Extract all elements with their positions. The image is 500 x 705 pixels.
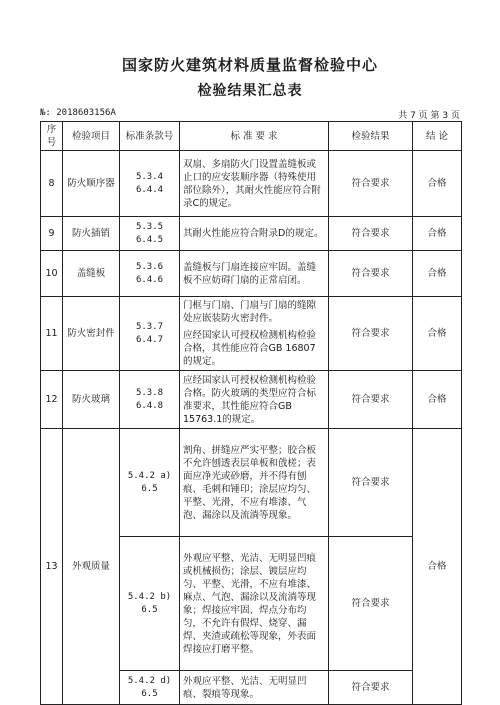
table-row (41, 151, 462, 217)
row-number: 11 (41, 297, 63, 371)
clause-line: 6.4.7 (135, 334, 164, 345)
test-result: 符合要求 (329, 151, 413, 217)
column-header-item: 检验项目 (63, 122, 120, 151)
standard-clause (120, 671, 180, 705)
row-number: 13 (41, 429, 63, 705)
verdict: 合格 (413, 297, 462, 371)
requirement-text: 外观应平整、光洁、无明显凹痕或机械损伤；涂层、镀层应均匀、平整、光滑，不应有堆漆、麻点、气泡、漏涂以及流淌等现象；焊接应牢固、焊点分布均匀，不允许有假焊、烧穿、漏焊、夹渣或疏松等现象，外表面焊接应打磨平整。 (180, 537, 329, 671)
column-header-result: 检验结果 (329, 122, 413, 151)
test-item: 防火顺序器 (63, 151, 120, 217)
clause-line: 5.3.8 (135, 387, 164, 398)
test-result: 符合要求 (329, 429, 413, 537)
standard-clause (120, 537, 180, 671)
requirement-text: 应经国家认可授权检测机构检验合格。防火玻璃的类型应符合标准要求，其性能应符合GB 15763.1的规定。 (180, 371, 329, 429)
standard-clause (120, 151, 180, 217)
page-indicator: 共 7 页 第 3 页 (398, 111, 460, 121)
table-row (41, 371, 462, 429)
clause-line: 6.4.4 (135, 184, 164, 195)
requirement-part: 应经国家认可授权检测机构检验合格，其性能应符合GB 16807的规定。 (183, 330, 317, 367)
test-result: 符合要求 (329, 217, 413, 251)
requirement-text: 双扇、多扇防火门设置盖缝板或止口的应安装顺序器（特殊使用部位除外），其耐火性能应符合附录C的规定。 (180, 151, 329, 217)
test-item: 外观质量 (63, 429, 120, 705)
column-header-no: 序号 (41, 122, 63, 151)
test-result: 符合要求 (329, 251, 413, 297)
test-item: 防火插销 (63, 217, 120, 251)
test-item: 防火密封件 (63, 297, 120, 371)
clause-line: 6.5 (141, 483, 158, 494)
test-item: 盖缝板 (63, 251, 120, 297)
table-row (41, 217, 462, 251)
clause-line: 6.5 (141, 604, 158, 615)
table-row (41, 429, 462, 537)
clause-line: 6.4.8 (135, 400, 164, 411)
clause-line: 6.5 (141, 688, 158, 699)
standard-clause (120, 217, 180, 251)
test-result: 符合要求 (329, 537, 413, 671)
column-header-verdict: 结 论 (413, 122, 462, 151)
report-number: №: 2018603156A (40, 108, 116, 118)
document-subtitle: 检验结果汇总表 (197, 83, 303, 99)
clause-line: 5.3.4 (135, 171, 164, 182)
table-header-row (41, 122, 462, 151)
requirement-part: 门框与门扇、门扇与门扇的缝隙处应嵌装防火密封件。 (183, 300, 317, 324)
verdict: 合格 (413, 217, 462, 251)
test-result: 符合要求 (329, 297, 413, 371)
row-number: 10 (41, 251, 63, 297)
test-item: 防火玻璃 (63, 371, 120, 429)
standard-clause (120, 251, 180, 297)
results-table (40, 121, 462, 705)
test-result: 符合要求 (329, 371, 413, 429)
row-number: 8 (41, 151, 63, 217)
clause-line: 5.3.5 (135, 221, 164, 232)
table-row (41, 251, 462, 297)
standard-clause (120, 429, 180, 537)
requirement-text (180, 297, 329, 371)
requirement-text: 其耐火性能应符合附录D的规定。 (180, 217, 329, 251)
row-number: 9 (41, 217, 63, 251)
requirement-text: 割角、拼缝应严实平整；胶合板不允许刨透表层单板和戗槎；表面应净光或砂磨，并不得有刨痕、毛刺和锤印；涂层应均匀、平整、光滑，不应有堆漆、气泡、漏涂以及流淌等现象。 (180, 429, 329, 537)
document-title: 国家防火建筑材料质量监督检验中心 (121, 56, 378, 74)
clause-line: 5.3.7 (135, 321, 164, 332)
table-row (41, 297, 462, 371)
column-header-clause: 标准条款号 (120, 122, 180, 151)
clause-line: 5.4.2 b) (127, 591, 172, 602)
verdict: 合格 (413, 371, 462, 429)
requirement-text: 外观应平整、光洁、无明显凹痕、裂痕等现象。 (180, 671, 329, 705)
row-number: 12 (41, 371, 63, 429)
clause-line: 5.4.2 a) (127, 470, 172, 481)
clause-line: 6.4.5 (135, 234, 164, 245)
standard-clause (120, 297, 180, 371)
test-result: 符合要求 (329, 671, 413, 705)
clause-line: 5.3.6 (135, 261, 164, 272)
requirement-text: 盖缝板与门扇连接应牢固。盖缝板不应妨碍门扇的正常启闭。 (180, 251, 329, 297)
clause-line: 5.4.2 d) (127, 675, 172, 686)
verdict: 合格 (413, 251, 462, 297)
standard-clause (120, 371, 180, 429)
column-header-requirement: 标 准 要 求 (180, 122, 329, 151)
verdict: 合格 (413, 429, 462, 705)
clause-line: 6.4.6 (135, 274, 164, 285)
verdict: 合格 (413, 151, 462, 217)
